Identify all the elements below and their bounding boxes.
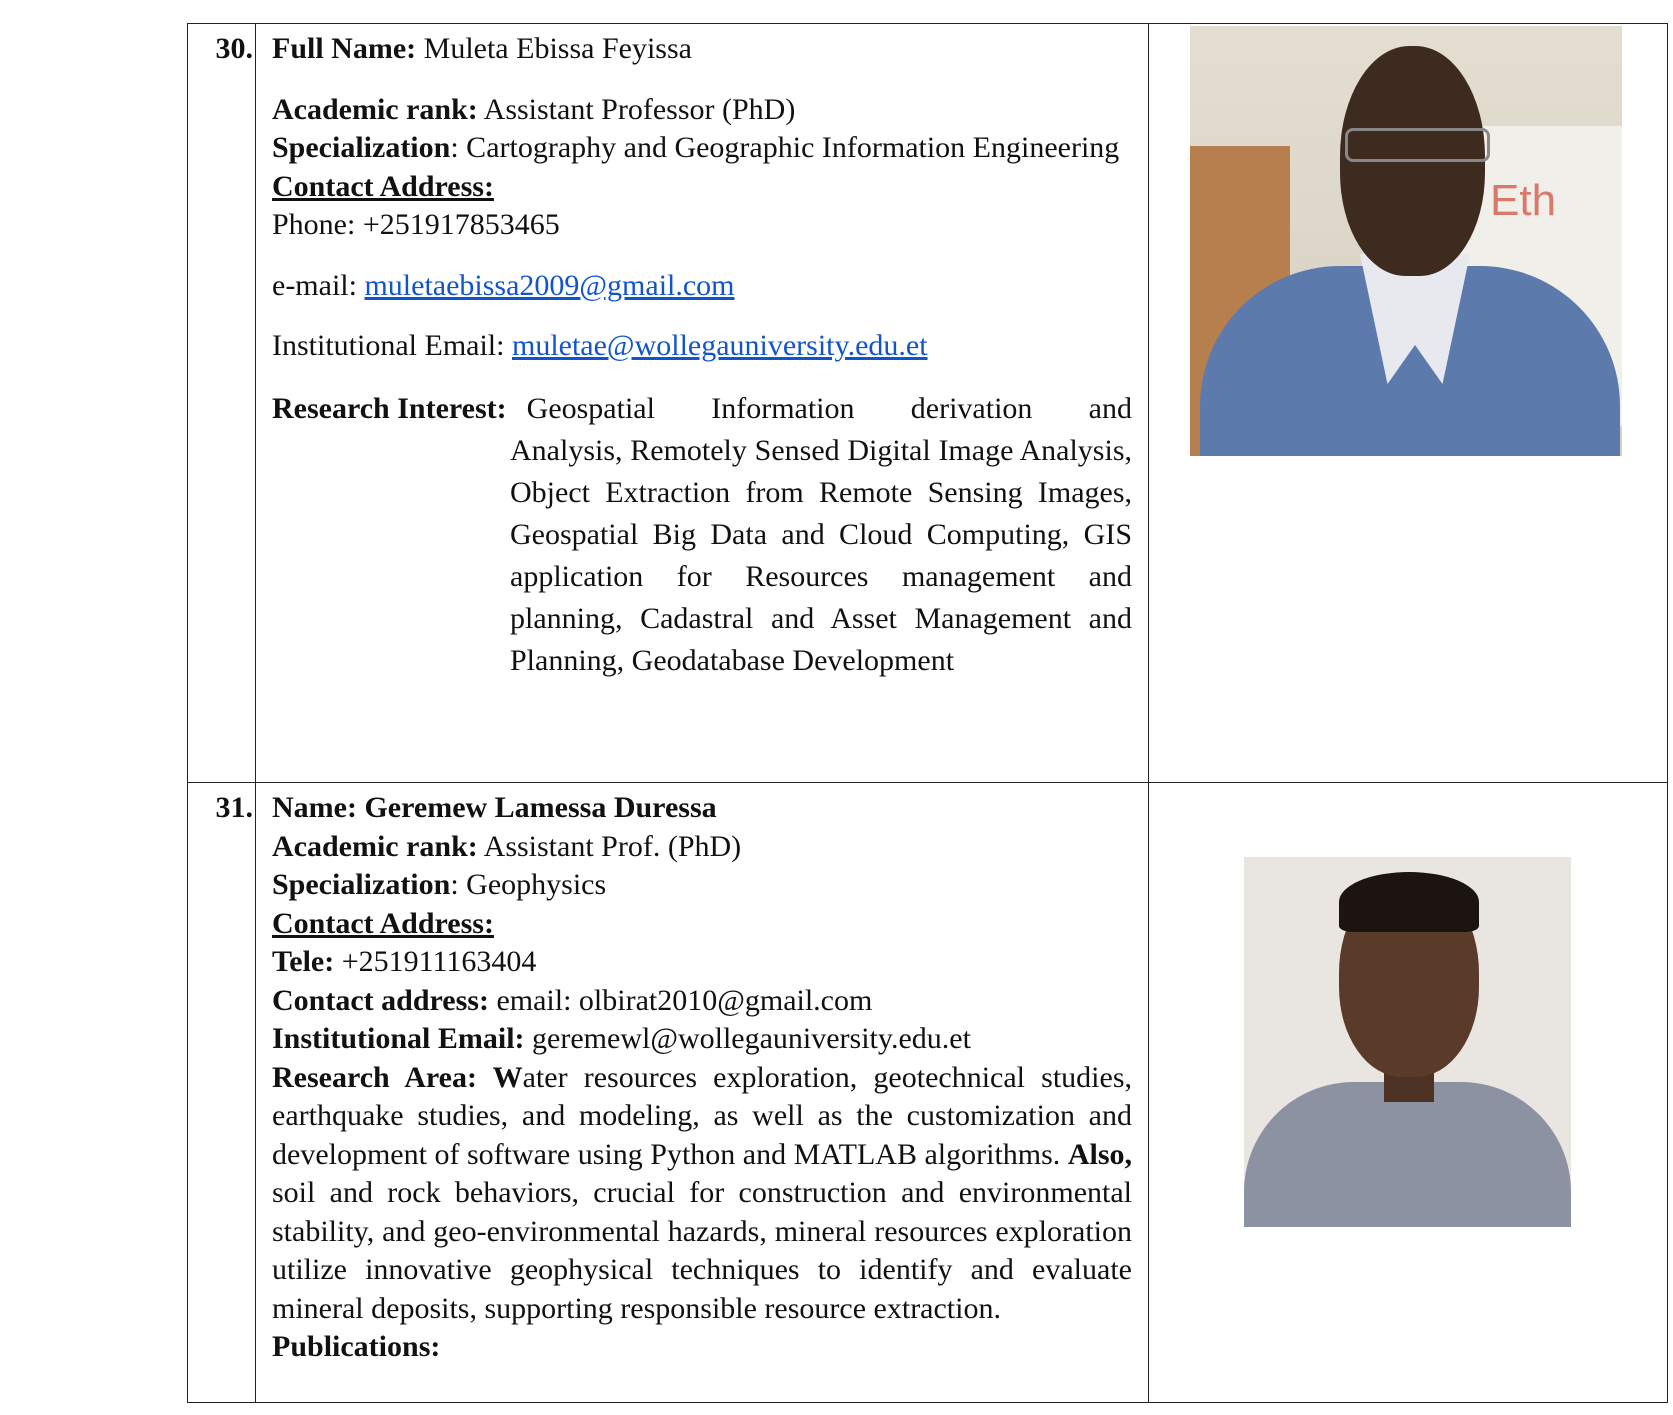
profile-photo	[1244, 857, 1571, 1227]
contact-address-heading: Contact Address:	[272, 906, 494, 940]
research-interest-first: Geospatial Information derivation and	[526, 391, 1132, 425]
academic-rank-value: Assistant Professor (PhD)	[483, 92, 796, 126]
specialization-value: : Cartography and Geographic Information Engineering	[450, 131, 1120, 164]
full-name-value: Muleta Ebissa Feyissa	[423, 32, 692, 65]
entry-number-cell	[188, 24, 256, 783]
profile-row-30	[188, 24, 1668, 783]
specialization-value: : Geophysics	[450, 868, 607, 901]
academic-rank-line	[272, 828, 1132, 867]
contact-email-line	[272, 982, 1132, 1021]
entry-number: 30.	[215, 32, 253, 65]
contact-email-value: email: olbirat2010@gmail.com	[488, 983, 873, 1017]
research-interest-first-line	[272, 388, 1132, 430]
research-interest-label: Research Interest:	[272, 391, 507, 425]
research-area-text: ater resources exploration, geotechnical studies, earthquake studies, and modeling, as well as the customization and development of software using Python and MATLAB algorithms.	[272, 1060, 1132, 1171]
photo-background-sign: Eth	[1490, 176, 1557, 225]
academic-rank-value: Assistant Prof. (PhD)	[483, 829, 742, 863]
academic-rank-label: Academic rank:	[272, 829, 478, 863]
specialization-line	[272, 129, 1132, 168]
academic-rank-label: Academic rank:	[272, 92, 478, 126]
entry-number-cell	[188, 783, 256, 1403]
institutional-email-link[interactable]: muletae@wollegauniversity.edu.et	[511, 329, 928, 362]
research-area-also: Also,	[1067, 1137, 1132, 1171]
email-line	[272, 267, 1132, 306]
profile-photo-cell	[1149, 24, 1668, 783]
institutional-email-value: geremewl@wollegauniversity.edu.et	[524, 1022, 971, 1055]
tele-value: +251911163404	[334, 945, 537, 978]
research-area-text-continued: soil and rock behaviors, crucial for construction and environmental stability, and geo-environmental hazards, mineral resources exploration utilize innovative geophysical techniques to identify and evaluate mineral deposits, supporting responsible resource extraction.	[272, 1176, 1132, 1325]
phone-line: Phone: +251917853465	[272, 208, 560, 241]
research-area-paragraph	[272, 1059, 1132, 1329]
research-area-label: Research Area: W	[272, 1060, 523, 1094]
tele-line	[272, 943, 1132, 982]
specialization-label: Specialization	[272, 131, 451, 164]
institutional-email-line	[272, 327, 1132, 366]
specialization-label: Specialization	[272, 868, 451, 901]
full-name-line	[272, 30, 1132, 69]
institutional-email-line	[272, 1020, 1132, 1059]
contact-address-heading: Contact Address:	[272, 169, 494, 203]
profile-details-cell	[256, 24, 1149, 783]
full-name-label: Full Name:	[272, 32, 417, 65]
institutional-email-label: Institutional Email:	[272, 1022, 525, 1055]
profile-row-31	[188, 783, 1668, 1403]
academic-rank-line	[272, 91, 1132, 130]
research-interest-text: Analysis, Remotely Sensed Digital Image Analysis, Object Extraction from Remote Sensing Images, Geospatial Big Data and Cloud Computing, GIS application for Resources management and planning, Cadastral and Asset Management and Planning, Geodatabase Development	[510, 433, 1132, 677]
profile-details-cell	[256, 783, 1149, 1403]
tele-label: Tele:	[272, 945, 335, 978]
email-label: e-mail:	[272, 268, 365, 302]
profile-photo-cell	[1149, 783, 1668, 1403]
entry-number: 31.	[215, 791, 253, 824]
name-line: Name: Geremew Lamessa Duressa	[272, 791, 717, 824]
institutional-email-label: Institutional Email:	[272, 329, 512, 362]
contact-email-label: Contact address:	[272, 983, 489, 1017]
publications-heading: Publications:	[272, 1330, 441, 1363]
email-link[interactable]: muletaebissa2009@gmail.com	[364, 268, 735, 302]
staff-profile-table	[187, 23, 1668, 1403]
specialization-line	[272, 866, 1132, 905]
profile-photo	[1190, 26, 1622, 456]
